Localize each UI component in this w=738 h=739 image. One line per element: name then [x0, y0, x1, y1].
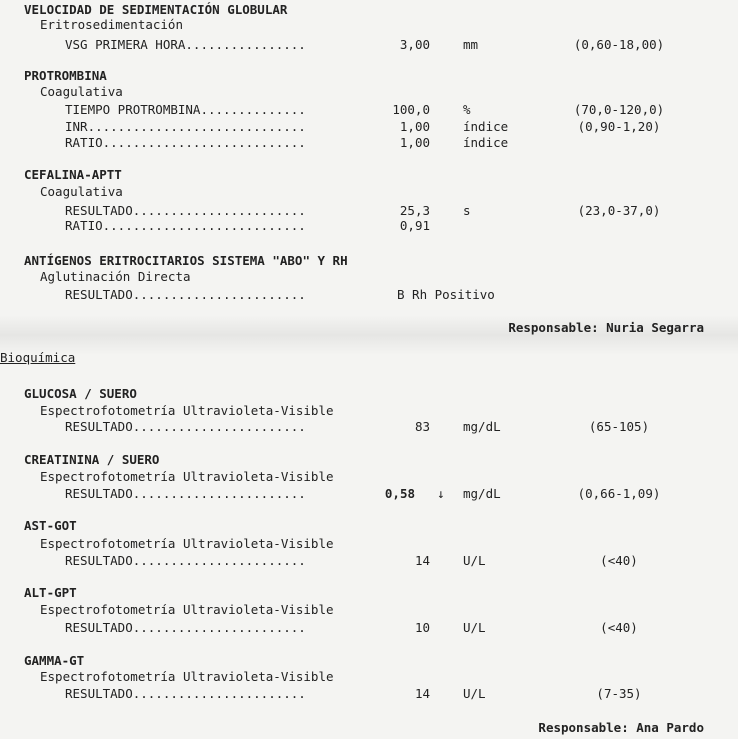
tp-ref: (70,0-120,0): [573, 102, 665, 117]
ast-heading: AST-GOT: [24, 518, 77, 533]
alt-unit: U/L: [463, 620, 486, 635]
low-flag-arrow-icon: ↓: [437, 486, 445, 501]
glucosa-heading: GLUCOSA / SUERO: [24, 386, 137, 401]
ratio-label: RATIO...........................: [65, 135, 306, 150]
alt-label: RESULTADO.......................: [65, 620, 306, 635]
glucosa-unit: mg/dL: [463, 419, 501, 434]
creatinina-label: RESULTADO.......................: [65, 486, 306, 501]
ast-label: RESULTADO.......................: [65, 553, 306, 568]
ast-method: Espectrofotometría Ultravioleta-Visible: [40, 536, 334, 551]
aptt-result-ref: (23,0-37,0): [577, 203, 661, 218]
ggt-value: 14: [414, 686, 430, 701]
protrombina-method: Coagulativa: [40, 84, 123, 99]
ratio-value: 1,00: [399, 135, 430, 150]
vsg-heading: VELOCIDAD DE SEDIMENTACIÓN GLOBULAR: [24, 2, 288, 17]
responsable-biochemistry: Responsable: Ana Pardo: [538, 720, 704, 735]
vsg-method: Eritrosedimentación: [40, 17, 183, 32]
creatinina-value: 0,58: [384, 486, 415, 501]
abo-result-value: B Rh Positivo: [397, 287, 495, 302]
ggt-unit: U/L: [463, 686, 486, 701]
responsable-hematology: Responsable: Nuria Segarra: [508, 320, 704, 335]
inr-ref: (0,90-1,20): [577, 119, 661, 134]
aptt-result-unit: s: [463, 203, 471, 218]
vsg-label: VSG PRIMERA HORA................: [65, 37, 306, 52]
ast-unit: U/L: [463, 553, 486, 568]
vsg-ref: (0,60-18,00): [573, 37, 665, 52]
abo-method: Aglutinación Directa: [40, 269, 191, 284]
protrombina-heading: PROTROMBINA: [24, 68, 107, 83]
aptt-ratio-value: 0,91: [399, 218, 430, 233]
ast-value: 14: [414, 553, 430, 568]
aptt-heading: CEFALINA-APTT: [24, 167, 122, 182]
ggt-heading: GAMMA-GT: [24, 653, 85, 668]
ast-ref: (<40): [600, 553, 638, 568]
ggt-method: Espectrofotometría Ultravioleta-Visible: [40, 669, 334, 684]
aptt-method: Coagulativa: [40, 184, 123, 199]
tp-label: TIEMPO PROTROMBINA..............: [65, 102, 306, 117]
tp-value: 100,0: [392, 102, 430, 117]
abo-heading: ANTÍGENOS ERITROCITARIOS SISTEMA "ABO" Y RH: [24, 253, 348, 268]
alt-method: Espectrofotometría Ultravioleta-Visible: [40, 602, 334, 617]
creatinina-unit: mg/dL: [463, 486, 501, 501]
alt-value: 10: [414, 620, 430, 635]
glucosa-ref: (65-105): [588, 419, 650, 434]
alt-heading: ALT-GPT: [24, 585, 77, 600]
ggt-label: RESULTADO.......................: [65, 686, 306, 701]
creatinina-ref: (0,66-1,09): [577, 486, 661, 501]
creatinina-method: Espectrofotometría Ultravioleta-Visible: [40, 469, 334, 484]
glucosa-method: Espectrofotometría Ultravioleta-Visible: [40, 403, 334, 418]
glucosa-value: 83: [414, 419, 430, 434]
ggt-ref: (7-35): [596, 686, 642, 701]
aptt-ratio-label: RATIO...........................: [65, 218, 306, 233]
inr-unit: índice: [463, 119, 509, 134]
tp-unit: %: [463, 102, 471, 117]
vsg-value: 3,00: [399, 37, 430, 52]
section-title-bioquimica: Bioquímica: [0, 350, 76, 365]
aptt-result-label: RESULTADO.......................: [65, 203, 306, 218]
alt-ref: (<40): [600, 620, 638, 635]
inr-label: INR.............................: [65, 119, 306, 134]
glucosa-label: RESULTADO.......................: [65, 419, 306, 434]
inr-value: 1,00: [399, 119, 430, 134]
abo-result-label: RESULTADO.......................: [65, 287, 306, 302]
vsg-unit: mm: [463, 37, 479, 52]
aptt-result-value: 25,3: [399, 203, 430, 218]
ratio-unit: índice: [463, 135, 509, 150]
creatinina-heading: CREATININA / SUERO: [24, 452, 160, 467]
